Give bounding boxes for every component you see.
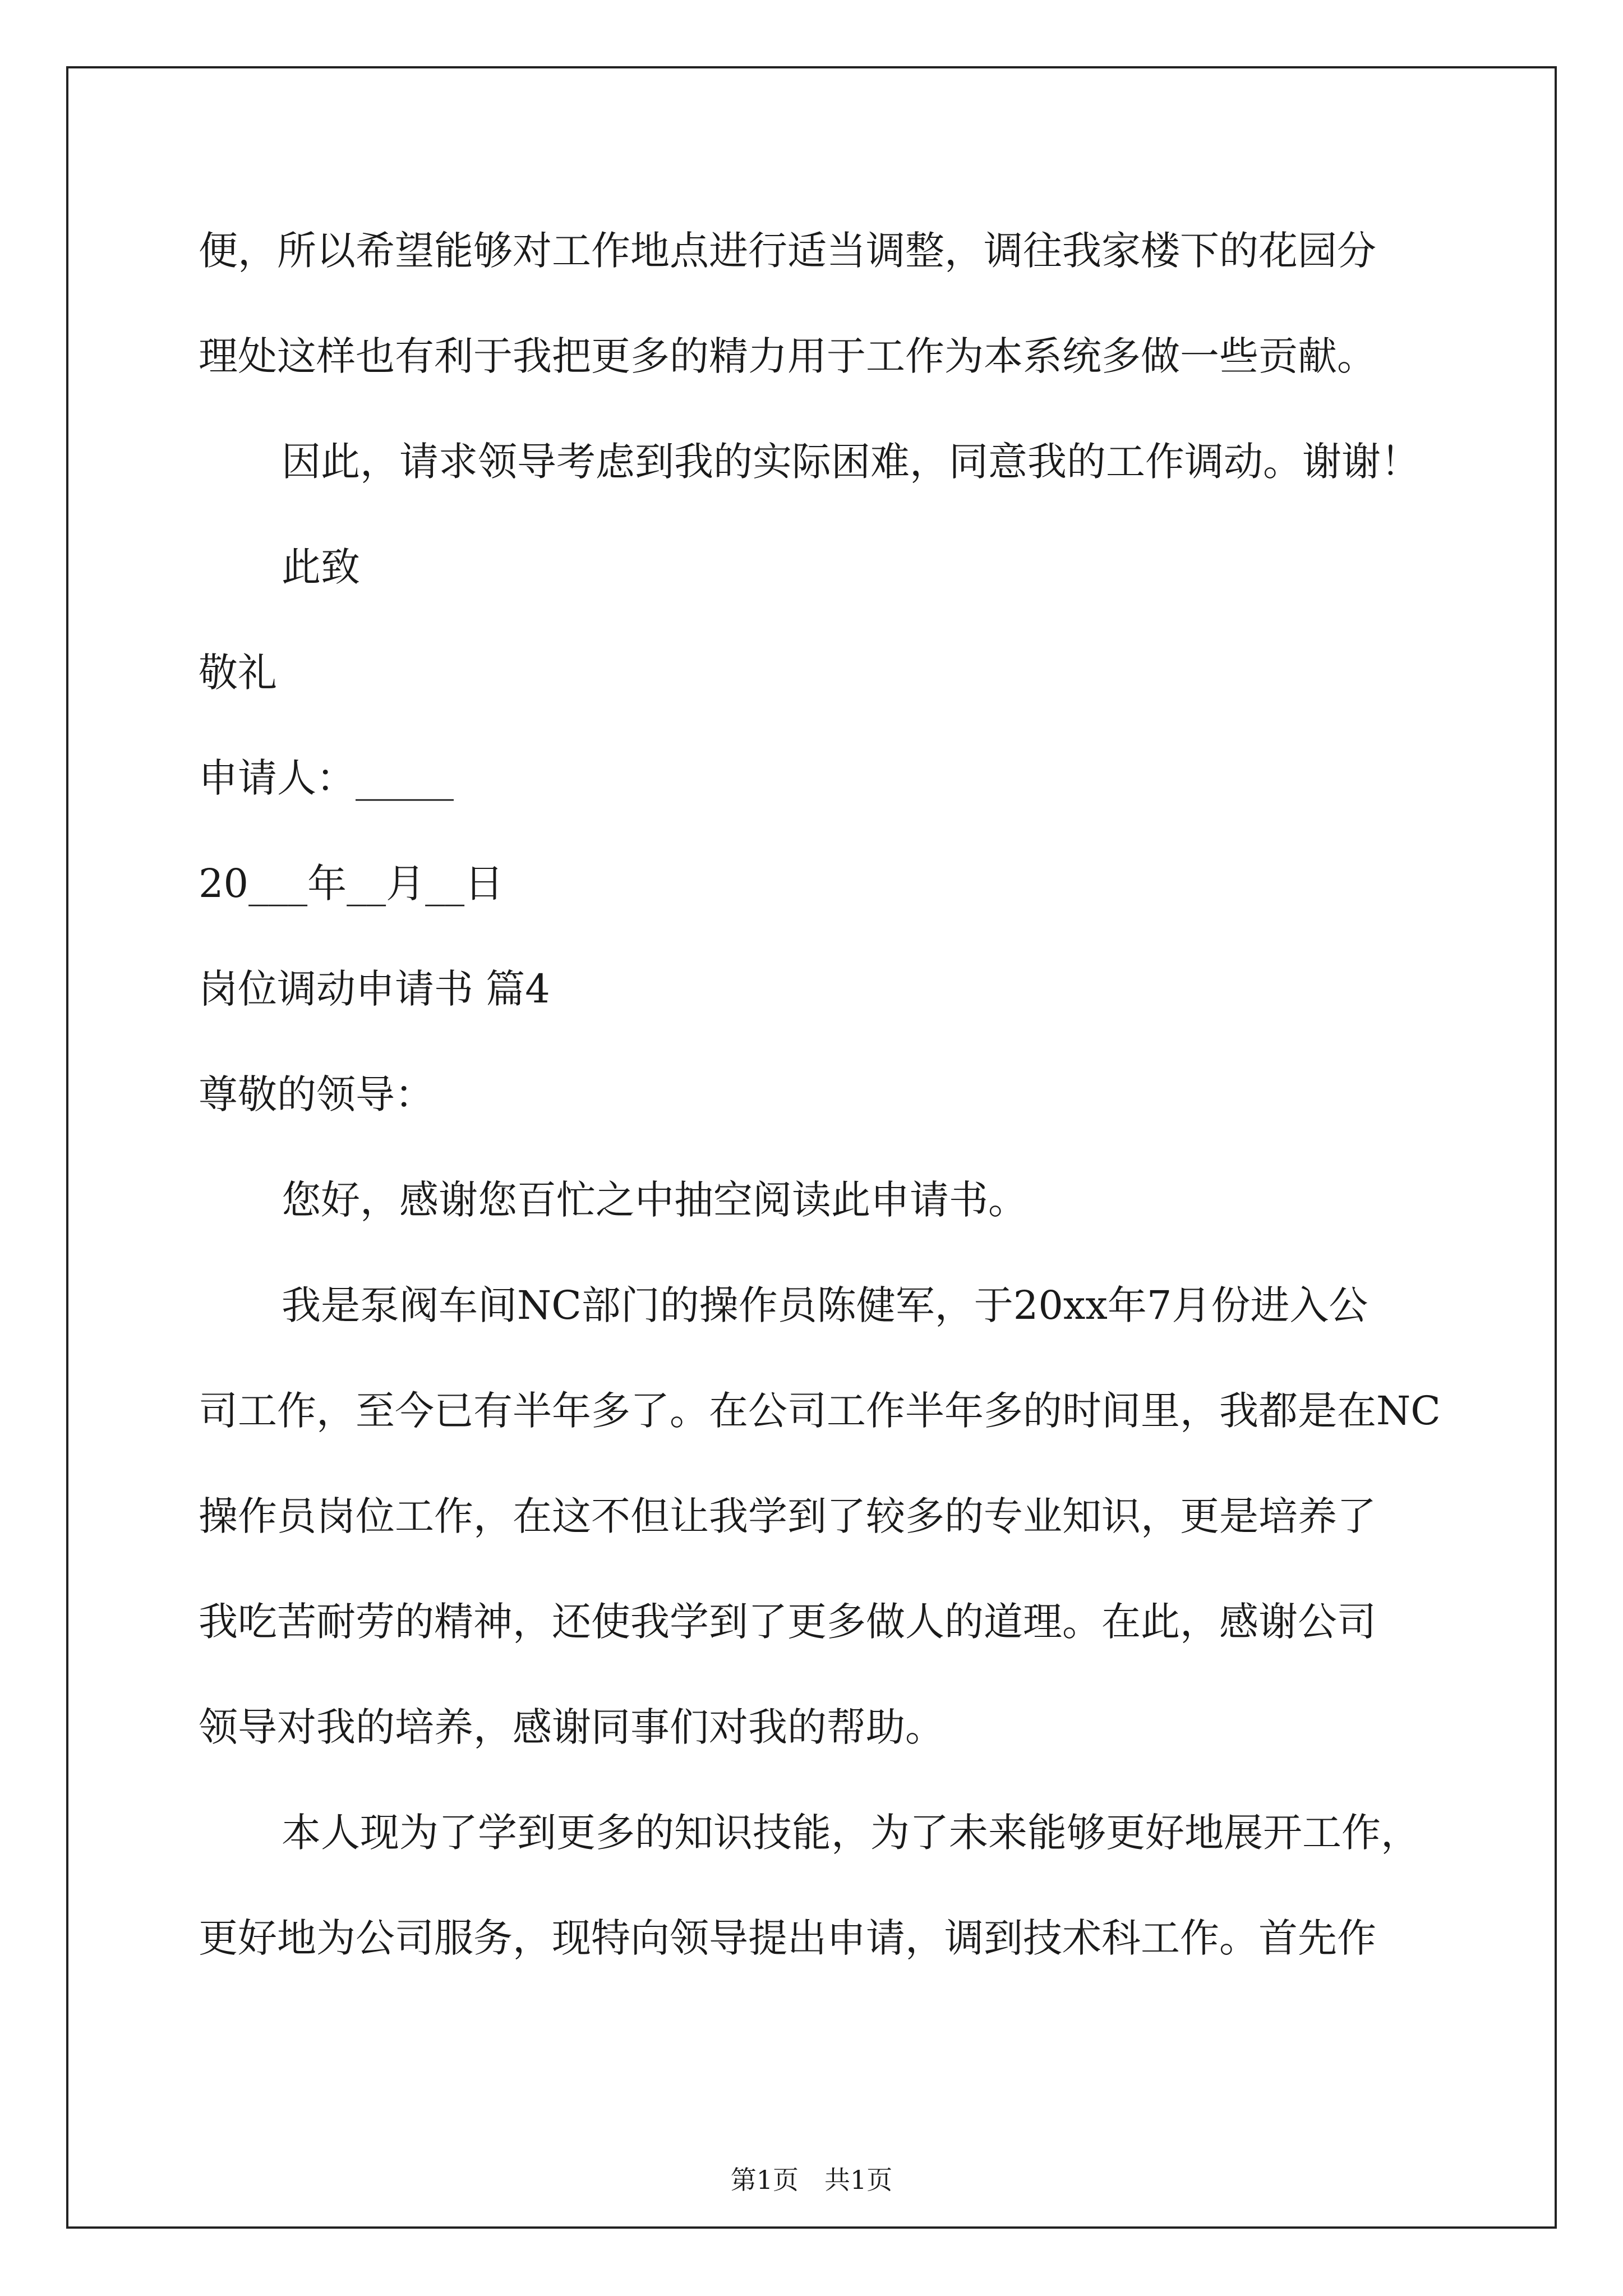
text-line: 领导对我的培养，感谢同事们对我的帮助。 xyxy=(199,1704,944,1750)
page-number-footer: 第1页 共1页 xyxy=(730,2165,893,2195)
text-line: 我吃苦耐劳的精神，还使我学到了更多做人的道理。在此，感谢公司 xyxy=(199,1599,1376,1645)
text-line: 本人现为了学到更多的知识技能，为了未来能够更好地展开工作， xyxy=(282,1810,1420,1856)
closing-salutation: 此致 xyxy=(282,544,360,590)
text-line: 操作员岗位工作，在这不但让我学到了较多的专业知识，更是培养了 xyxy=(199,1493,1376,1539)
text-line: 因此，请求领导考虑到我的实际困难，同意我的工作调动。谢谢！ xyxy=(282,439,1420,485)
text-line: 我是泵阀车间NC部门的操作员陈健军，于20xx年7月份进入公 xyxy=(282,1282,1368,1328)
date-line: 20___年__月__日 xyxy=(199,861,504,907)
closing-regards: 敬礼 xyxy=(199,650,277,696)
salutation: 尊敬的领导： xyxy=(199,1071,434,1117)
text-line: 您好，感谢您百忙之中抽空阅读此申请书。 xyxy=(282,1177,1027,1223)
page-border xyxy=(66,66,1557,2229)
section-title: 岗位调动申请书 篇4 xyxy=(199,966,550,1012)
text-line: 司工作，至今已有半年多了。在公司工作半年多的时间里，我都是在NC xyxy=(199,1388,1441,1434)
text-line: 理处这样也有利于我把更多的精力用于工作为本系统多做一些贡献。 xyxy=(199,333,1376,379)
applicant-line: 申请人：_____ xyxy=(199,755,454,801)
text-line: 便，所以希望能够对工作地点进行适当调整，调往我家楼下的花园分 xyxy=(199,228,1376,274)
text-line: 更好地为公司服务，现特向领导提出申请，调到技术科工作。首先作 xyxy=(199,1915,1376,1961)
